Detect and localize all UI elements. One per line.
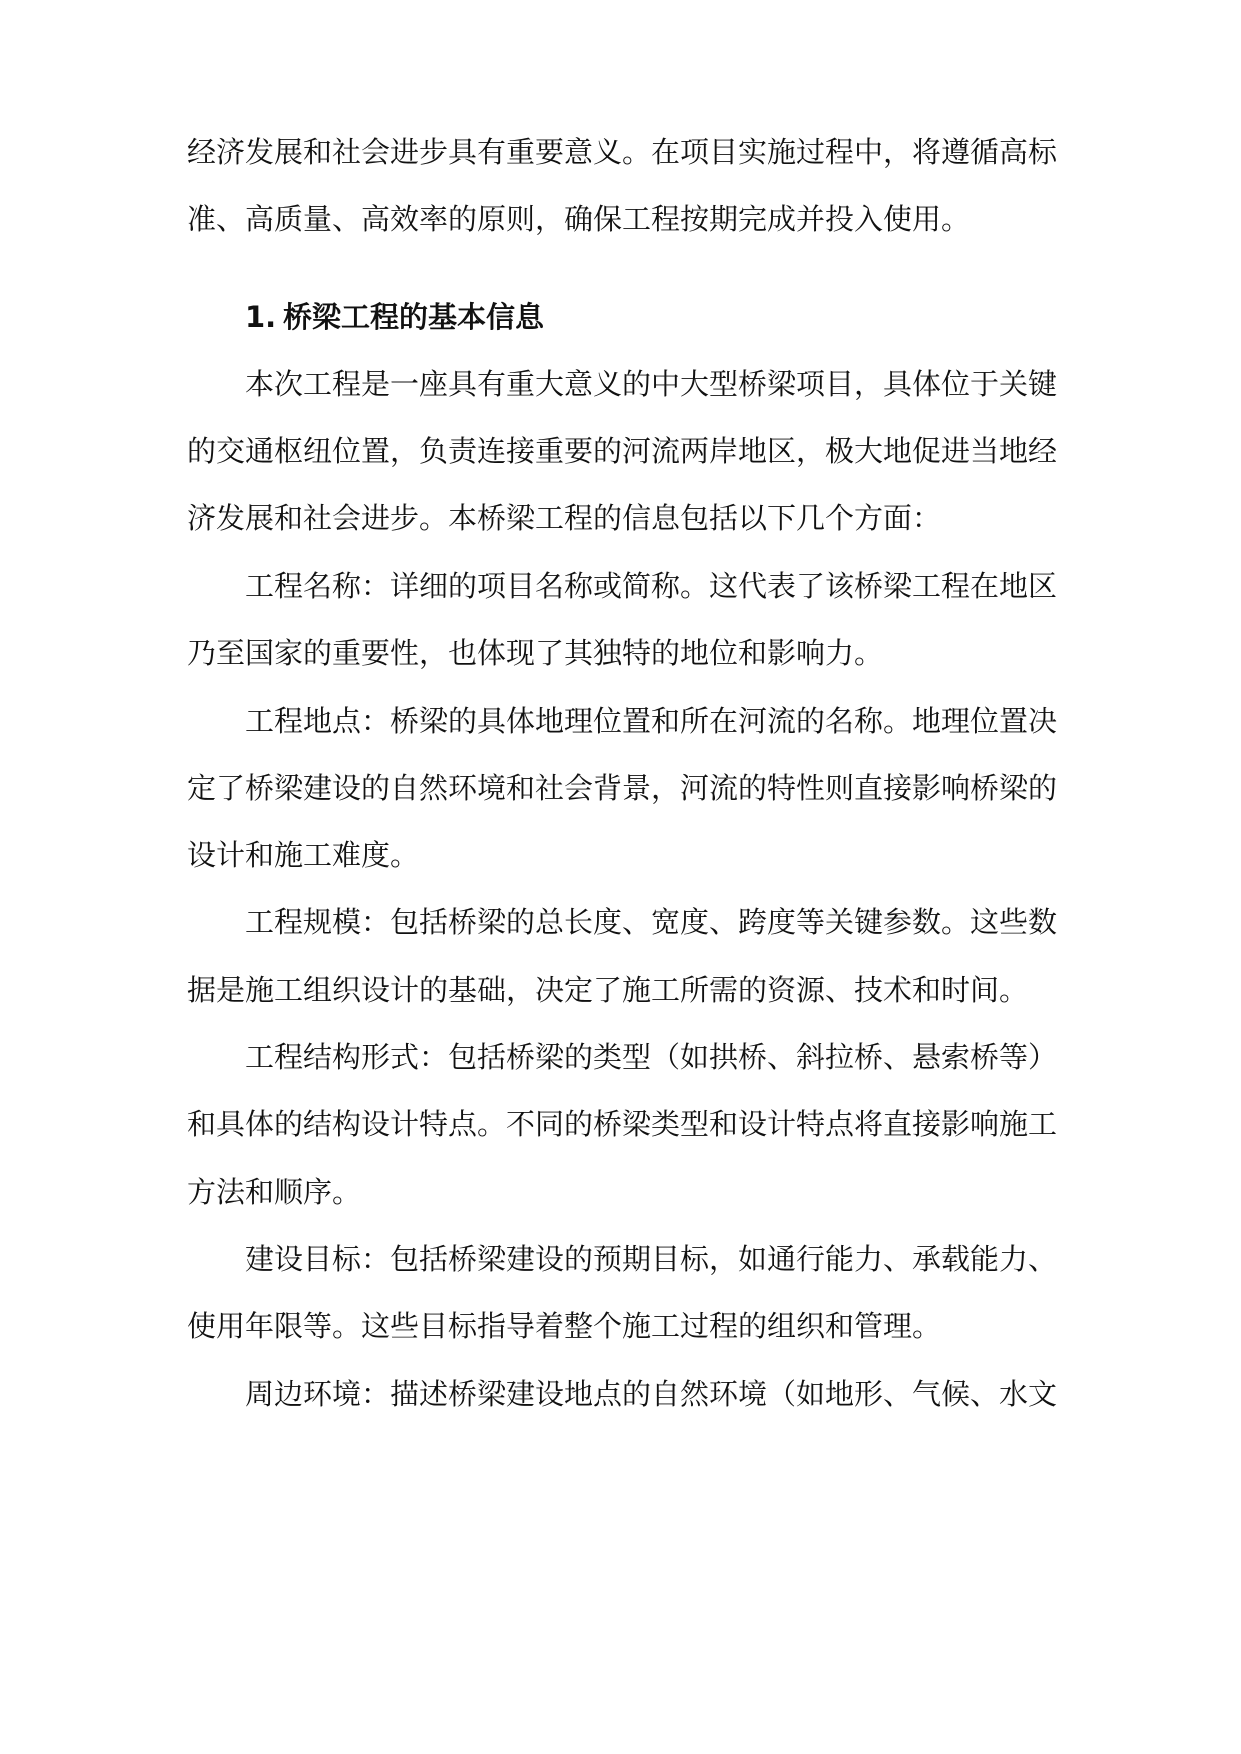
paragraph-line: 乃至国家的重要性，也体现了其独特的地位和影响力。 bbox=[187, 636, 884, 670]
paragraph-line: 工程结构形式：包括桥梁的类型（如拱桥、斜拉桥、悬索桥等） bbox=[245, 1040, 1057, 1074]
paragraph-line: 设计和施工难度。 bbox=[187, 838, 420, 872]
paragraph-line: 工程地点：桥梁的具体地理位置和所在河流的名称。地理位置决 bbox=[245, 704, 1057, 738]
paragraph-line: 的交通枢纽位置，负责连接重要的河流两岸地区，极大地促进当地经 bbox=[187, 434, 1057, 468]
paragraph-line: 工程规模：包括桥梁的总长度、宽度、跨度等关键参数。这些数 bbox=[245, 905, 1057, 939]
paragraph-line: 建设目标：包括桥梁建设的预期目标，如通行能力、承载能力、 bbox=[245, 1242, 1057, 1276]
paragraph-line: 济发展和社会进步。本桥梁工程的信息包括以下几个方面： bbox=[187, 501, 942, 535]
paragraph-line: 准、高质量、高效率的原则，确保工程按期完成并投入使用。 bbox=[187, 202, 971, 236]
paragraph-line: 和具体的结构设计特点。不同的桥梁类型和设计特点将直接影响施工 bbox=[187, 1107, 1057, 1141]
paragraph-line: 使用年限等。这些目标指导着整个施工过程的组织和管理。 bbox=[187, 1309, 942, 1343]
paragraph-line: 本次工程是一座具有重大意义的中大型桥梁项目，具体位于关键 bbox=[245, 367, 1057, 401]
paragraph-line: 周边环境：描述桥梁建设地点的自然环境（如地形、气候、水文 bbox=[245, 1377, 1057, 1411]
paragraph-line: 方法和顺序。 bbox=[187, 1175, 362, 1209]
paragraph-line: 工程名称：详细的项目名称或简称。这代表了该桥梁工程在地区 bbox=[245, 569, 1057, 603]
section-title: 桥梁工程的基本信息 bbox=[283, 300, 545, 334]
section-number: 1. bbox=[245, 300, 277, 334]
section-heading bbox=[245, 297, 544, 337]
paragraph-line: 经济发展和社会进步具有重要意义。在项目实施过程中，将遵循高标 bbox=[187, 135, 1057, 169]
paragraph-line: 据是施工组织设计的基础，决定了施工所需的资源、技术和时间。 bbox=[187, 973, 1029, 1007]
paragraph-line: 定了桥梁建设的自然环境和社会背景，河流的特性则直接影响桥梁的 bbox=[187, 771, 1057, 805]
